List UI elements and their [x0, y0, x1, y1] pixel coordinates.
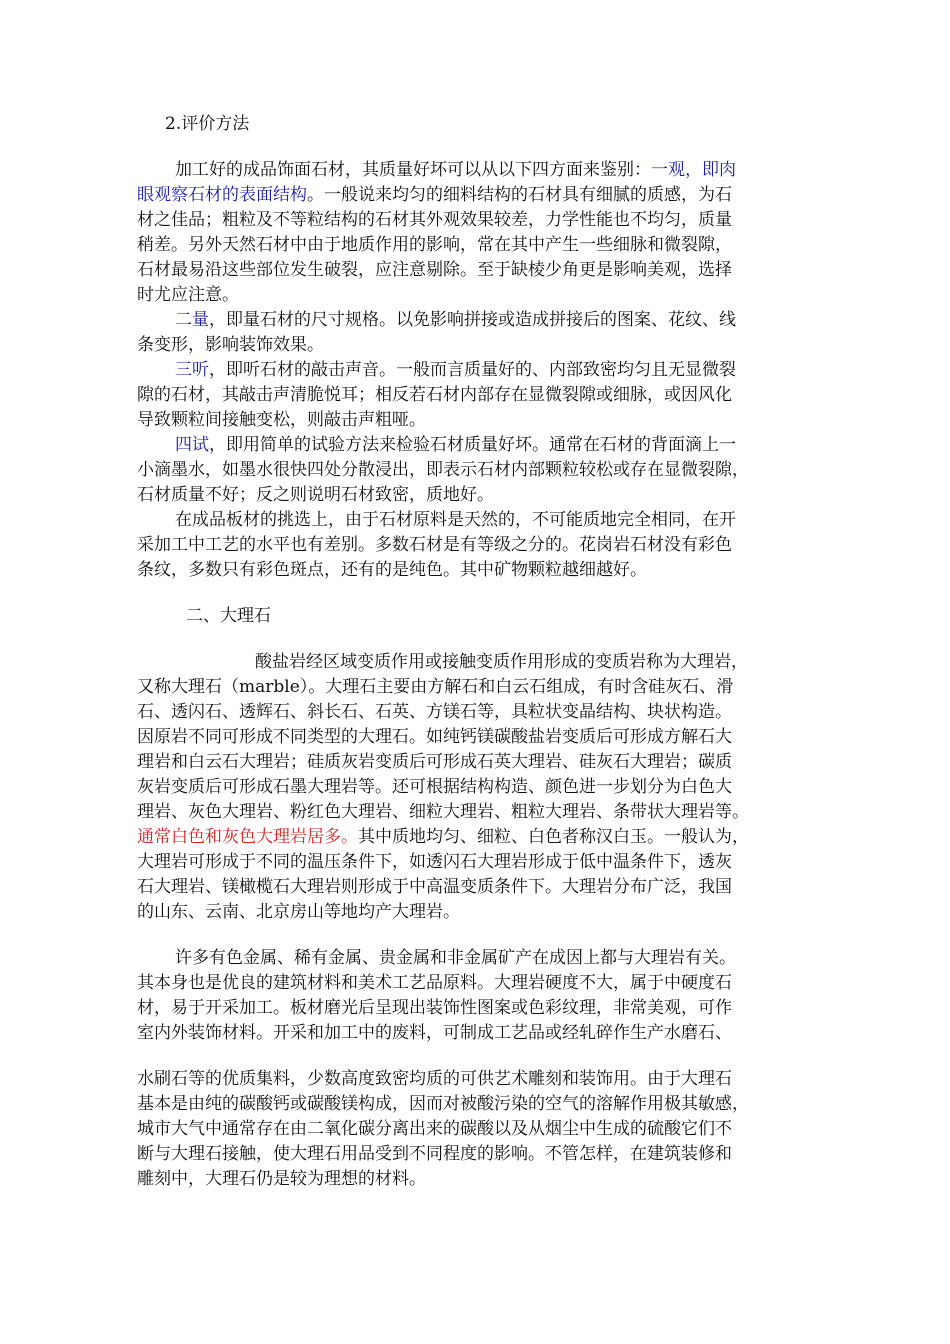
text-line: 基本是由纯的碳酸钙或碳酸镁构成，因而对被酸污染的空气的溶解作用极其敏感，: [137, 1094, 749, 1114]
heading-marble: 二、大理石: [186, 606, 271, 626]
text-line: 因原岩不同可形成不同类型的大理石。如纯钙镁碳酸盐岩变质后可形成方解石大: [137, 727, 732, 747]
highlight-observe: 一观，即肉: [651, 160, 736, 180]
text-line: 室内外装饰材料。开采和加工中的废料，可制成工艺品或经轧碎作生产水磨石、: [137, 1023, 732, 1043]
text-line: 三听，即听石材的敲击声音。一般而言质量好的、内部致密均匀且无显微裂: [175, 360, 736, 380]
text-line: 条变形，影响装饰效果。: [137, 335, 324, 355]
text-line: 城市大气中通常存在由二氧化碳分离出来的碳酸以及从烟尘中生成的硫酸它们不: [137, 1119, 732, 1139]
text-line: 断与大理石接触，使大理石用品受到不同程度的影响。不管怎样，在建筑装修和: [137, 1144, 732, 1164]
text-line: 大理岩可形成于不同的温压条件下，如透闪石大理岩形成于低中温条件下，透灰: [137, 852, 732, 872]
text-line: 石材最易沿这些部位发生破裂，应注意剔除。至于缺棱少角更是影响美观，选择: [137, 260, 732, 280]
text-line: 导致颗粒间接触变松，则敲击声粗哑。: [137, 410, 426, 430]
text-line: 许多有色金属、稀有金属、贵金属和非金属矿产在成因上都与大理岩有关。: [175, 948, 736, 968]
text-line: 其本身也是优良的建筑材料和美术工艺品原料。大理岩硬度不大，属于中硬度石: [137, 973, 732, 993]
text-line: 水刷石等的优质集料，少数高度致密均质的可供艺术雕刻和装饰用。由于大理石: [137, 1069, 732, 1089]
text-line: 稍差。另外天然石材中由于地质作用的影响，常在其中产生一些细脉和微裂隙，: [137, 235, 732, 255]
text-line: 的山东、云南、北京房山等地均产大理岩。: [137, 902, 460, 922]
text-line: 理岩和白云石大理岩；硅质灰岩变质后可形成石英大理岩、硅灰石大理岩；碳质: [137, 752, 732, 772]
text-line: 灰岩变质后可形成石墨大理岩等。还可根据结构构造、颜色进一步划分为白色大: [137, 777, 732, 797]
text-line: 在成品板材的挑选上，由于石材原料是天然的，不可能质地完全相同，在开: [175, 510, 736, 530]
highlight-measure: 二量: [175, 310, 209, 330]
text-line: 眼观察石材的表面结构。一般说来均匀的细料结构的石材具有细腻的质感，为石: [137, 185, 732, 205]
highlight-observe-cont: 眼观察石材的表面结构: [137, 185, 307, 205]
text-line: 石、透闪石、透辉石、斜长石、石英、方镁石等，具粒状变晶结构、块状构造。: [137, 702, 732, 722]
text-line: 四试，即用简单的试验方法来检验石材质量好坏。通常在石材的背面滴上一: [175, 435, 736, 455]
text-line: 石材质量不好；反之则说明石材致密，质地好。: [137, 485, 494, 505]
highlight-common-colors: 通常白色和灰色大理岩居多。: [137, 827, 358, 847]
text-line: 雕刻中，大理石仍是较为理想的材料。: [137, 1169, 426, 1189]
text-line: 二量，即量石材的尺寸规格。以免影响拼接或造成拼接后的图案、花纹、线: [175, 310, 736, 330]
text-line: 隙的石材，其敲击声清脆悦耳；相反若石材内部存在显微裂隙或细脉，或因风化: [137, 385, 732, 405]
text-line: 材，易于开采加工。板材磨光后呈现出装饰性图案或色彩纹理，非常美观，可作: [137, 998, 732, 1018]
text-line: 加工好的成品饰面石材，其质量好坏可以从以下四方面来鉴别：一观，即肉: [175, 160, 736, 180]
text-line: 理岩、灰色大理岩、粉红色大理岩、细粒大理岩、粗粒大理岩、条带状大理岩等。: [137, 802, 749, 822]
text-line: 条纹，多数只有彩色斑点，还有的是纯色。其中矿物颗粒越细越好。: [137, 560, 647, 580]
text-line: 石大理岩、镁橄榄石大理岩则形成于中高温变质条件下。大理岩分布广泛，我国: [137, 877, 732, 897]
text-line: 小滴墨水，如墨水很快四处分散浸出，即表示石材内部颗粒较松或存在显微裂隙，: [137, 460, 749, 480]
highlight-test: 四试: [175, 435, 209, 455]
text-line: 时尤应注意。: [137, 285, 239, 305]
section-heading: 2.评价方法: [165, 114, 250, 134]
text-line: 材之佳品；粗粒及不等粒结构的石材其外观效果较差，力学性能也不均匀，质量: [137, 210, 732, 230]
text-line: 酸盐岩经区域变质作用或接触变质作用形成的变质岩称为大理岩，: [255, 652, 748, 672]
text-line: 通常白色和灰色大理岩居多。其中质地均匀、细粒、白色者称汉白玉。一般认为，: [137, 827, 749, 847]
highlight-listen: 三听: [175, 360, 209, 380]
text-line: 又称大理石（marble）。大理石主要由方解石和白云石组成，有时含硅灰石、滑: [137, 677, 734, 697]
text-line: 采加工中工艺的水平也有差别。多数石材是有等级之分的。花岗岩石材没有彩色: [137, 535, 732, 555]
